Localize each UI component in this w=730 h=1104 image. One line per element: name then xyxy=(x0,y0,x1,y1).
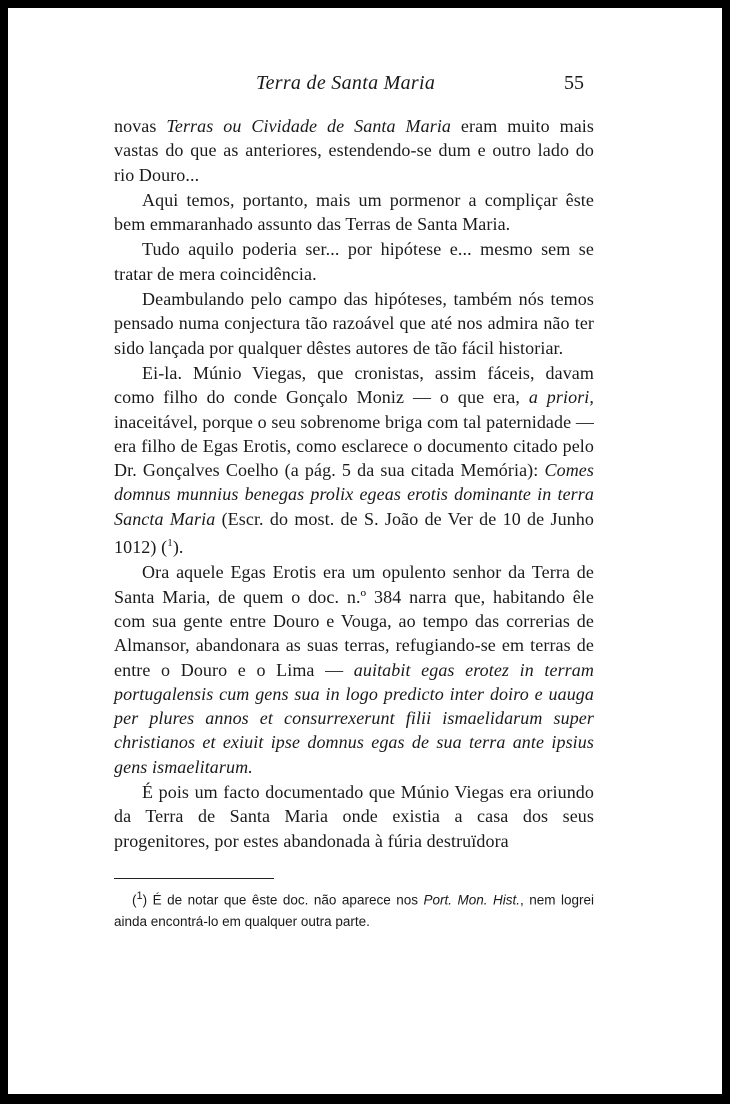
paragraph-1 xyxy=(114,114,594,187)
italic-span: a priori, xyxy=(528,387,594,408)
footnote xyxy=(114,886,594,932)
text-span: (Escr. do most. de S. João de Ver de 10 de Junho 1012) ( xyxy=(114,508,594,558)
text-span: ). xyxy=(172,537,184,558)
text-span: Ora aquele Egas Erotis era um opulento senhor da Terra de Santa Maria, de quem o doc. n.º 384 narra que, habitando êle com sua gente entre Douro e Vouga, ao tempo das correrias de Almansor, abandonara as suas terras, refugiando-se em terras de entre o Douro e o Lima — xyxy=(114,562,594,680)
footnote-divider xyxy=(114,878,274,879)
text-span: eram muito mais vastas do que as anteriores, estendendo-se dum e outro lado do rio Douro... xyxy=(114,116,594,185)
body-text xyxy=(114,114,594,853)
italic-span: Terras ou Cividade de Santa Maria xyxy=(166,116,452,136)
footnote-mark: 1 xyxy=(136,890,143,902)
footnote-reference[interactable]: 1 xyxy=(167,537,173,550)
book-page xyxy=(8,8,722,1094)
text-span: inaceitável, porque o seu sobrenome briga com tal paternidade — era filho de Egas Erotis, como esclarece o documento citado pelo Dr. Gonçalves Coelho (a pág. 5 da sua citada Memória): xyxy=(114,411,594,481)
paragraph-5 xyxy=(114,361,594,559)
text-span: Ei-la. Múnio Viegas, que cronistas, assim fáceis, davam como filho do conde Gonçalo Moniz — o que era, xyxy=(114,362,594,408)
footnote-text: ($^1$) É de notar que êste doc. não aparece nos Port. Mon. Hist., nem logrei ainda encontrá-lo em qualquer outra parte. xyxy=(114,890,594,929)
paragraph-4: Deambulando pelo campo das hipóteses, também nós temos pensado numa conjectura tão razoável que até nos admira não ter sido lançada por qualquer dêstes autores de tão fácil historiar. xyxy=(114,289,594,358)
paragraph-2: Aqui temos, portanto, mais um pormenor a compliçar êste bem emmaranhado assunto das Terras de Santa Maria. xyxy=(114,189,594,235)
running-title: Terra de Santa Maria xyxy=(256,72,436,94)
running-head xyxy=(8,72,722,98)
italic-span: Port. Mon. Hist. xyxy=(423,892,520,908)
paragraph-3: Tudo aquilo poderia ser... por hipótese e... mesmo sem se tratar de mera coincidência. xyxy=(114,239,594,284)
paragraph-7: É pois um facto documentado que Múnio Viegas era oriundo da Terra de Santa Maria onde existia a casa dos seus progenitores, por estes abandonada à fúria destruïdora xyxy=(114,782,594,851)
page-number: 55 xyxy=(564,72,584,94)
text-span: É de notar que êste doc. não aparece nos xyxy=(147,892,424,908)
paragraph-6 xyxy=(114,560,594,779)
latin-quote: Comes domnus munnius benegas prolix egeas erotis dominante in terra Sancta Maria xyxy=(114,460,594,529)
text-span: novas xyxy=(114,116,167,136)
latin-quote: auitabit egas erotez in terram portugalensis cum gens sua in logo predicto inter doiro e uauga per plures annos et consurrexerunt filii ismaelidarum super christianos et exiuit ipse domnus egas de sua terra ante ipsius gens ismaelitarum. xyxy=(114,659,594,777)
text-span: , nem logrei ainda encontrá-lo em qualquer outra parte. xyxy=(114,892,594,929)
